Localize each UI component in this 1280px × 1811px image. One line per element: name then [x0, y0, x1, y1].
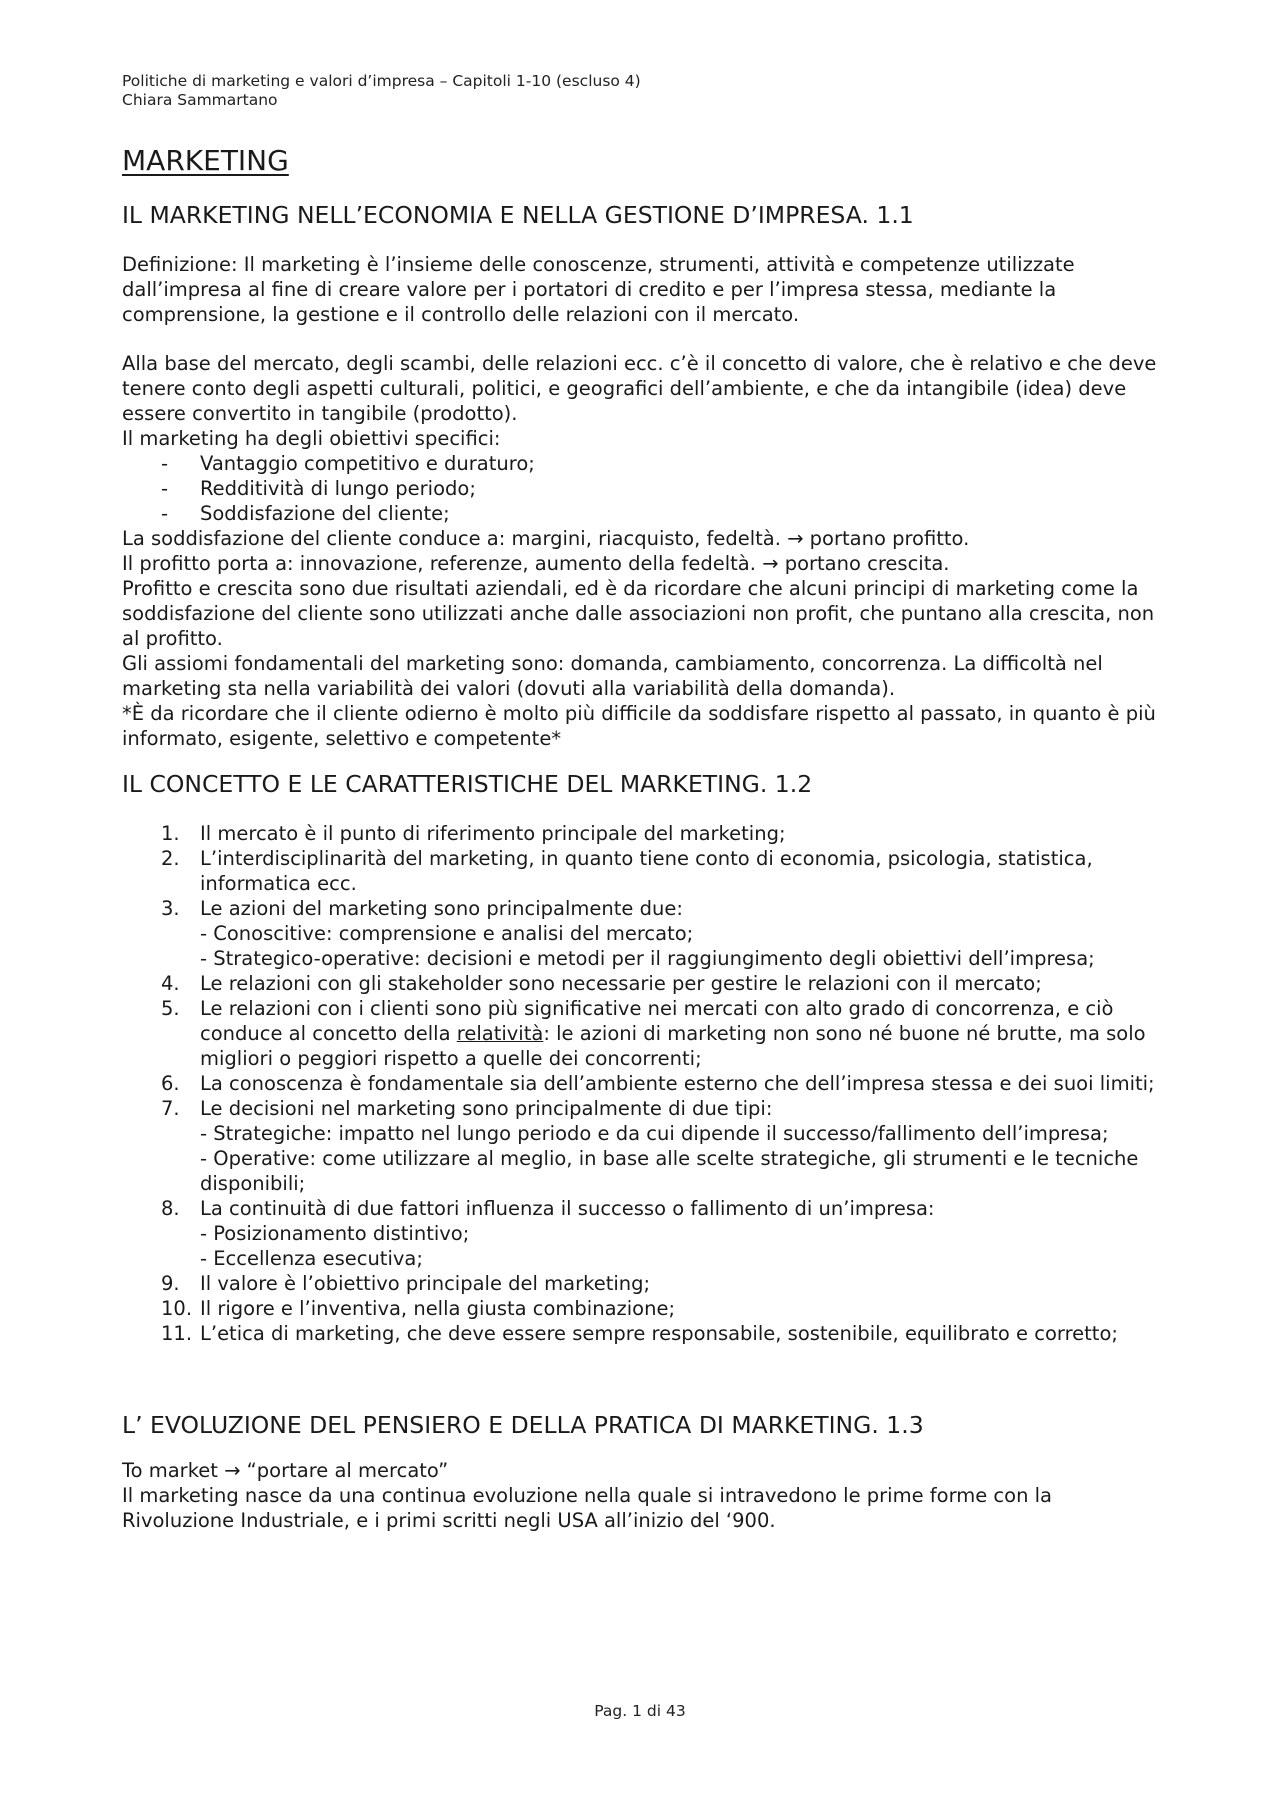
- list-item: - Redditività di lungo periodo;: [122, 476, 1162, 501]
- item-text: L’etica di marketing, che deve essere sempre responsabile, sostenibile, equilibrato e corretto;: [200, 1322, 1118, 1345]
- list-item: [122, 1321, 1162, 1346]
- note-paragraph: *È da ricordare che il cliente odierno è molto più difficile da soddisfare rispetto al passato, in quanto è più informato, esigente, selettivo e competente*: [122, 702, 1156, 750]
- item-text: Le azioni del marketing sono principalmente due:: [200, 897, 683, 920]
- to-market-line: To market → “portare al mercato”: [122, 1459, 449, 1482]
- list-item: [122, 1071, 1162, 1096]
- list-item: - Vantaggio competitivo e duraturo;: [122, 451, 1162, 476]
- item-subline: - Strategico-operative: decisioni e metodi per il raggiungimento degli obiettivi dell’impresa;: [200, 947, 1095, 970]
- item-number: 8.: [161, 1197, 180, 1220]
- item-text: La continuità di due fattori influenza il successo o fallimento di un’impresa:: [200, 1197, 935, 1220]
- list-item: - Soddisfazione del cliente;: [122, 501, 1162, 526]
- item-text-post: : le azioni di marketing non sono né buone né brutte, ma solo migliori o peggiori rispetto a quelle dei concorrenti;: [200, 1022, 1146, 1070]
- section-3-heading: L’ EVOLUZIONE DEL PENSIERO E DELLA PRATICA DI MARKETING. 1.3: [122, 1411, 924, 1439]
- list-item: [122, 821, 1162, 846]
- definition-paragraph: Definizione: Il marketing è l’insieme delle conoscenze, strumenti, attività e competenze utilizzate dall’impresa al fine di creare valore per i portatori di credito e per l’impresa stessa, mediante la comprensione, la gestione e il controllo delle relazioni con il mercato.: [122, 253, 1075, 326]
- profit-line: Il profitto porta a: innovazione, referenze, aumento della fedeltà. → portano crescita.: [122, 552, 950, 575]
- item-subline: - Operative: come utilizzare al meglio, in base alle scelte strategiche, gli strumenti e le tecniche disponibili;: [200, 1147, 1139, 1195]
- item-text: [200, 996, 1162, 1071]
- list-item: [122, 1196, 1162, 1271]
- list-item: [122, 896, 1162, 971]
- list-item: [122, 1271, 1162, 1296]
- item-number: 3.: [161, 897, 180, 920]
- item-subline: - Conoscitive: comprensione e analisi del mercato;: [200, 922, 694, 945]
- running-header: [122, 72, 1162, 110]
- document-title: MARKETING: [122, 144, 289, 177]
- item-subline: - Strategiche: impatto nel lungo periodo e da cui dipende il successo/fallimento dell’impresa;: [200, 1122, 1109, 1145]
- item-number: 5.: [161, 997, 180, 1020]
- item-number: 10.: [161, 1297, 193, 1320]
- item-text: Le decisioni nel marketing sono principalmente di due tipi:: [200, 1097, 773, 1120]
- list-item: [122, 846, 1162, 896]
- item-text: La conoscenza è fondamentale sia dell’ambiente esterno che dell’impresa stessa e dei suoi limiti;: [200, 1072, 1155, 1095]
- item-number: 4.: [161, 972, 180, 995]
- item-number: 1.: [161, 822, 180, 845]
- item-subline: - Eccellenza esecutiva;: [200, 1247, 423, 1270]
- characteristics-list: [122, 821, 1162, 1346]
- origin-paragraph: Il marketing nasce da una continua evoluzione nella quale si intravedono le prime forme con la Rivoluzione Industriale, e i primi scritti negli USA all’inizio del ‘900.: [122, 1484, 1053, 1532]
- list-item: [122, 996, 1162, 1071]
- page-number: Pag. 1 di 43: [594, 1702, 686, 1720]
- list-item: [122, 971, 1162, 996]
- axioms-paragraph: Gli assiomi fondamentali del marketing sono: domanda, cambiamento, concorrenza. La difficoltà nel marketing sta nella variabilità dei valori (dovuti alla variabilità della domanda).: [122, 652, 1103, 700]
- item-number: 2.: [161, 847, 180, 870]
- objectives-intro: Il marketing ha degli obiettivi specifici:: [122, 427, 501, 450]
- satisfaction-line: La soddisfazione del cliente conduce a: margini, riacquisto, fedeltà. → portano profitto.: [122, 527, 970, 550]
- list-item: [122, 1296, 1162, 1321]
- item-text: Il valore è l’obiettivo principale del marketing;: [200, 1272, 651, 1295]
- item-text-pre: Le relazioni con i clienti sono più significative nei mercati con alto grado di concorrenza, e ciò conduce al concetto della: [200, 997, 1114, 1045]
- objectives-list: [122, 451, 1162, 526]
- header-author: Chiara Sammartano: [122, 91, 278, 109]
- value-paragraph: Alla base del mercato, degli scambi, delle relazioni ecc. c’è il concetto di valore, che è relativo e che deve tenere conto degli aspetti culturali, politici, e geografici dell’ambiente, e che da intangibile (idea) deve essere convertito in tangibile (prodotto).: [122, 352, 1157, 425]
- item-number: 11.: [161, 1322, 193, 1345]
- section-1-heading: IL MARKETING NELL’ECONOMIA E NELLA GESTIONE D’IMPRESA. 1.1: [122, 201, 914, 229]
- item-subline: - Posizionamento distintivo;: [200, 1222, 470, 1245]
- item-number: 7.: [161, 1097, 180, 1120]
- growth-paragraph: Profitto e crescita sono due risultati aziendali, ed è da ricordare che alcuni principi di marketing come la soddisfazione del cliente sono utilizzati anche dalle associazioni non profit, che puntano alla crescita, non al profitto.: [122, 577, 1155, 650]
- item-number: 6.: [161, 1072, 180, 1095]
- relativity-term: relatività: [456, 1022, 544, 1045]
- section-2-heading: IL CONCETTO E LE CARATTERISTICHE DEL MARKETING. 1.2: [122, 770, 813, 798]
- item-number: 9.: [161, 1272, 180, 1295]
- item-text: Le relazioni con gli stakeholder sono necessarie per gestire le relazioni con il mercato;: [200, 972, 1042, 995]
- list-item: [122, 1096, 1162, 1196]
- item-text: L’interdisciplinarità del marketing, in quanto tiene conto di economia, psicologia, statistica, informatica ecc.: [200, 847, 1093, 895]
- header-course-title: Politiche di marketing e valori d’impresa – Capitoli 1-10 (escluso 4): [122, 72, 641, 90]
- document-page: [122, 72, 1162, 1533]
- item-text: Il rigore e l’inventiva, nella giusta combinazione;: [200, 1297, 676, 1320]
- item-text: Il mercato è il punto di riferimento principale del marketing;: [200, 822, 786, 845]
